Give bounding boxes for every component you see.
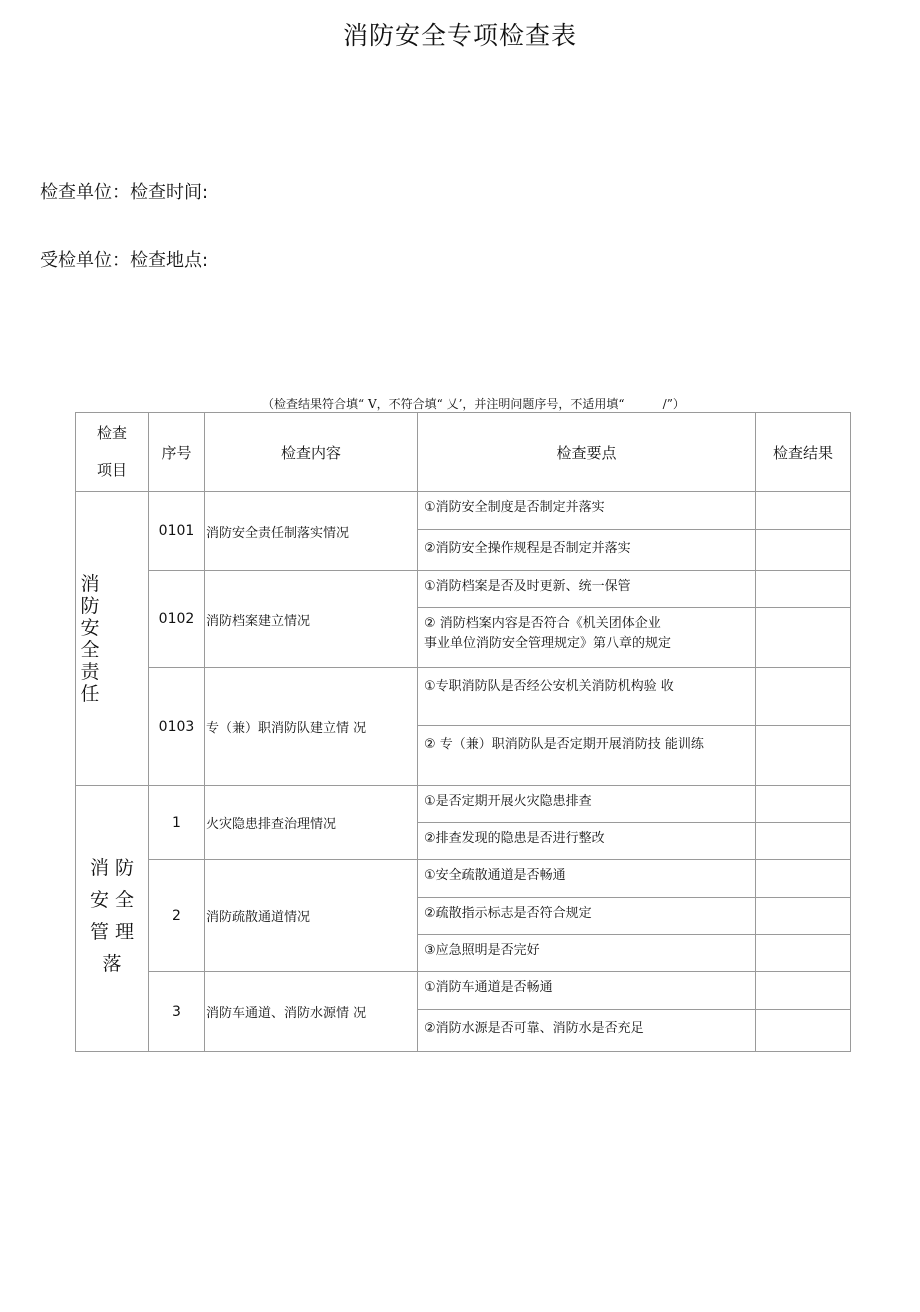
category-line: 落	[102, 952, 122, 975]
result-cell[interactable]	[756, 571, 851, 608]
point-cell: ②排查发现的隐患是否进行整改	[418, 823, 756, 860]
inspected-unit-location-line: 受检单位：检查地点:	[40, 250, 209, 271]
seq-cell: 0101	[149, 492, 205, 571]
content-cell: 消防档案建立情况	[205, 571, 418, 668]
table-row	[76, 571, 851, 608]
result-cell[interactable]	[756, 492, 851, 530]
result-cell[interactable]	[756, 972, 851, 1010]
table-row	[76, 668, 851, 726]
category-line: 消 防	[89, 856, 135, 879]
point-cell: ①是否定期开展火灾隐患排查	[418, 786, 756, 823]
point-line: ② 消防档案内容是否符合《机关团体企业	[424, 616, 661, 631]
header-content: 检查内容	[205, 413, 418, 492]
category-label: 消防安全责任	[80, 572, 100, 705]
category-label	[76, 852, 148, 980]
document-title: 消防安全专项检查表	[342, 21, 577, 50]
content-cell: 消防安全责任制落实情况	[205, 492, 418, 571]
seq-cell: 2	[149, 860, 205, 972]
content-cell: 火灾隐患排查治理情况	[205, 786, 418, 860]
result-cell[interactable]	[756, 786, 851, 823]
result-cell[interactable]	[756, 668, 851, 726]
point-cell: ①消防档案是否及时更新、统一保管	[418, 571, 756, 608]
header-seq: 序号	[149, 413, 205, 492]
table-row	[76, 786, 851, 823]
table-header-row	[76, 413, 851, 492]
point-cell: ①消防安全制度是否制定并落实	[418, 492, 756, 530]
result-cell[interactable]	[756, 860, 851, 898]
category-line: 安 全	[89, 888, 135, 911]
seq-cell: 1	[149, 786, 205, 860]
inspection-table	[75, 412, 851, 1052]
result-cell[interactable]	[756, 823, 851, 860]
content-cell: 专（兼）职消防队建立情 况	[205, 668, 418, 786]
content-cell: 消防疏散通道情况	[205, 860, 418, 972]
point-cell	[418, 608, 756, 668]
point-cell: ②消防水源是否可靠、消防水是否充足	[418, 1010, 756, 1052]
category-fire-safety-responsibility	[76, 492, 149, 786]
category-line: 管 理	[89, 920, 135, 943]
seq-cell: 0103	[149, 668, 205, 786]
header-category	[76, 413, 149, 492]
table-row	[76, 860, 851, 898]
seq-cell: 0102	[149, 571, 205, 668]
result-cell[interactable]	[756, 726, 851, 786]
category-fire-safety-management	[76, 786, 149, 1052]
result-cell[interactable]	[756, 935, 851, 972]
point-cell: ②疏散指示标志是否符合规定	[418, 898, 756, 935]
result-cell[interactable]	[756, 530, 851, 571]
point-cell: ①专职消防队是否经公安机关消防机构验 收	[418, 668, 756, 726]
point-cell: ①安全疏散通道是否畅通	[418, 860, 756, 898]
table-row	[76, 492, 851, 530]
result-cell[interactable]	[756, 898, 851, 935]
table-row	[76, 972, 851, 1010]
header-points: 检查要点	[418, 413, 756, 492]
header-result: 检查结果	[756, 413, 851, 492]
content-cell: 消防车通道、消防水源情 况	[205, 972, 418, 1052]
inspection-unit-time-line: 检查单位：检查时间:	[40, 182, 209, 203]
point-line: 事业单位消防安全管理规定》第八章的规定	[424, 636, 672, 651]
point-cell: ③应急照明是否完好	[418, 935, 756, 972]
point-cell: ①消防车通道是否畅通	[418, 972, 756, 1010]
header-category-line1: 检查	[96, 424, 127, 442]
result-fill-instructions: （检查结果符合填“ V，不符合填“ 乂’，并注明问题序号，不适用填“ /”）	[262, 397, 685, 411]
point-cell: ②消防安全操作规程是否制定并落实	[418, 530, 756, 571]
header-category-line2: 项目	[96, 461, 127, 479]
seq-cell: 3	[149, 972, 205, 1052]
point-cell: ② 专（兼）职消防队是否定期开展消防技 能训练	[418, 726, 756, 786]
result-cell[interactable]	[756, 608, 851, 668]
result-cell[interactable]	[756, 1010, 851, 1052]
